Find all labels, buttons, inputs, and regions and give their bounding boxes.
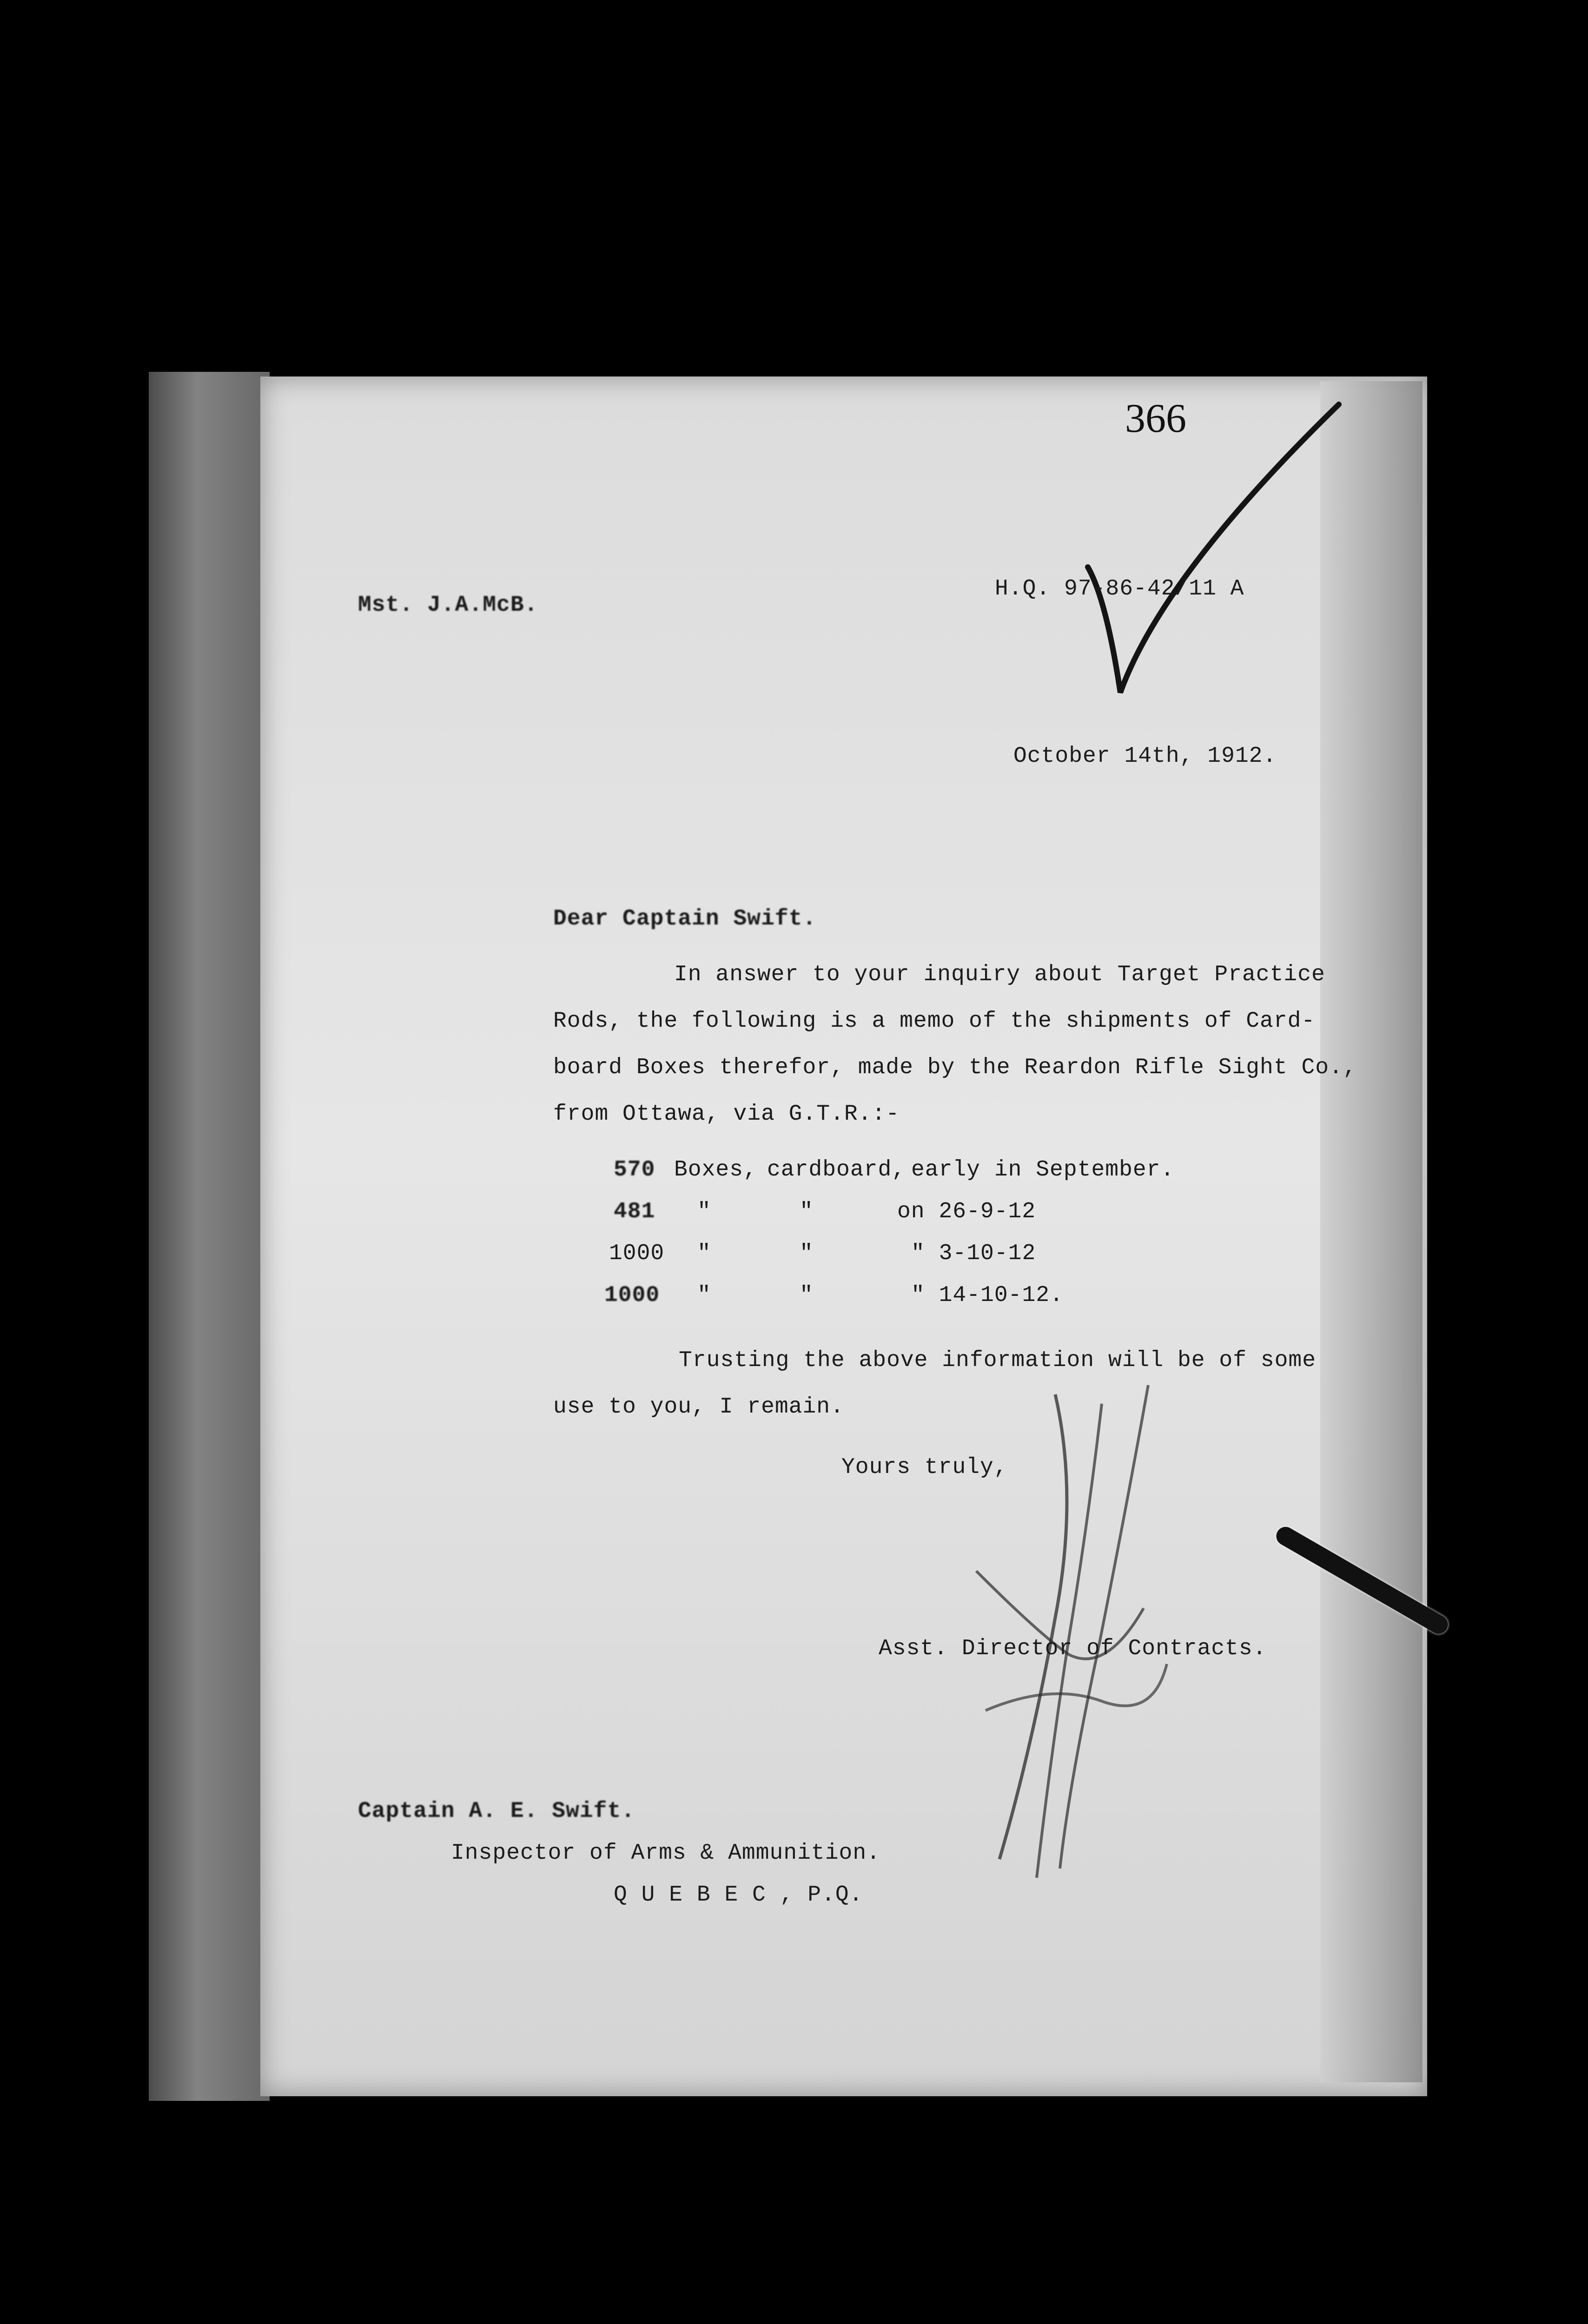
- body-line: Rods, the following is a memo of the shipments of Card-: [553, 1009, 1316, 1034]
- addressee-city: Q U E B E C , P.Q.: [614, 1882, 863, 1908]
- shipment-qty: 570: [614, 1157, 655, 1182]
- closing-line: use to you, I remain.: [553, 1394, 844, 1419]
- signatory-title: Asst. Director of Contracts.: [879, 1636, 1267, 1661]
- initials: Mst. J.A.McB.: [358, 593, 538, 618]
- shipment-col2: ": [800, 1241, 814, 1266]
- shipment-qty: 481: [614, 1199, 655, 1224]
- salutation: Dear Captain Swift.: [553, 906, 817, 931]
- shipment-date: early in September.: [911, 1157, 1175, 1182]
- shipment-col1: ": [697, 1283, 711, 1308]
- addressee-title: Inspector of Arms & Ammunition.: [451, 1841, 880, 1866]
- letter-date: October 14th, 1912.: [1013, 744, 1277, 769]
- shipment-col2: cardboard,: [767, 1157, 906, 1182]
- body-line: board Boxes therefor, made by the Reardon Rifle Sight Co.,: [553, 1055, 1357, 1080]
- file-reference: H.Q. 97-86-42/11 A: [995, 576, 1244, 601]
- shipment-col2: ": [800, 1283, 814, 1308]
- shipment-date: on 26-9-12: [897, 1199, 1036, 1224]
- shipment-col1: ": [697, 1199, 711, 1224]
- right-film-strip: [1320, 381, 1423, 2082]
- shipment-col1: Boxes,: [674, 1157, 757, 1182]
- shipment-qty: 1000: [604, 1283, 660, 1308]
- letter-page: [260, 376, 1427, 2096]
- shipment-date: " 14-10-12.: [911, 1283, 1064, 1308]
- addressee-name: Captain A. E. Swift.: [358, 1799, 635, 1824]
- left-film-strip: [149, 372, 270, 2101]
- shipment-col2: ": [800, 1199, 814, 1224]
- shipment-qty: 1000: [609, 1241, 665, 1266]
- valediction: Yours truly,: [841, 1455, 1008, 1480]
- body-line: In answer to your inquiry about Target Practice: [674, 962, 1325, 987]
- shipment-col1: ": [697, 1241, 711, 1266]
- body-line: from Ottawa, via G.T.R.:-: [553, 1102, 900, 1127]
- page-number: 366: [1125, 396, 1186, 441]
- shipment-date: " 3-10-12: [911, 1241, 1036, 1266]
- closing-line: Trusting the above information will be of some: [679, 1348, 1317, 1373]
